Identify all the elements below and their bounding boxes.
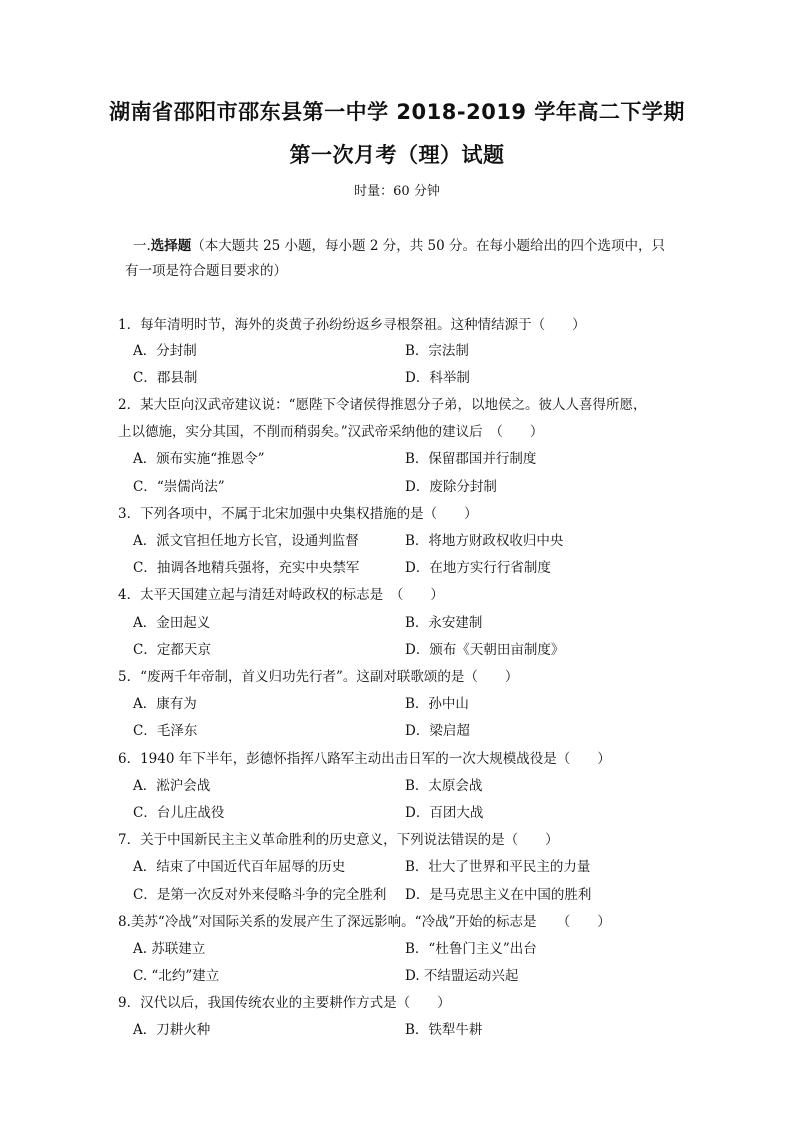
question-7-option-a: A．结束了中国近代百年屈辱的历史: [133, 859, 346, 875]
question-5-option-c: C．毛泽东: [133, 723, 198, 739]
exam-duration: 时量：60 分钟: [354, 184, 440, 199]
question-1-option-c: C．郡县制: [133, 370, 198, 386]
question-5-option-a: A．康有为: [133, 696, 197, 712]
question-2-stem-line-2: 上以德施，实分其国，不削而稍弱矣。”汉武帝采纳他的建议后 （ ）: [118, 424, 544, 440]
question-9-option-a: A．刀耕火种: [133, 1022, 211, 1038]
question-9-option-b: B．铁犁牛耕: [405, 1022, 483, 1038]
question-5-option-b: B．孙中山: [405, 696, 469, 712]
question-7-stem: 7．关于中国新民主主义革命胜利的历史意义，下列说法错误的是（ ）: [118, 832, 559, 848]
question-2-option-c: C．“崇儒尚法”: [133, 479, 225, 495]
question-1-option-a: A．分封制: [133, 343, 197, 359]
question-1-option-b: B．宗法制: [405, 343, 469, 359]
section-description-continued: 有一项是符合题目要求的）: [125, 263, 287, 279]
question-7-option-b: B．壮大了世界和平民主的力量: [405, 859, 591, 875]
question-6-option-d: D．百团大战: [405, 805, 484, 821]
question-6-option-c: C．台儿庄战役: [133, 805, 225, 821]
question-5-stem: 5．“废两千年帝制，首义归功先行者”。这副对联歌颂的是（ ）: [118, 669, 519, 685]
question-1-stem: 1．每年清明时节，海外的炎黄子孙纷纷返乡寻根祭祖。这种情结源于（ ）: [118, 317, 586, 333]
question-8-option-c: C. “北约”建立: [133, 968, 220, 984]
exam-title-line-2: 第一次月考（理）试题: [289, 143, 505, 167]
question-4-stem: 4．太平天国建立起与清廷对峙政权的标志是 （ ）: [118, 587, 444, 603]
question-5-option-d: D．梁启超: [405, 723, 470, 739]
question-4-option-a: A．金田起义: [133, 615, 211, 631]
question-7-option-d: D．是马克思主义在中国的胜利: [405, 887, 592, 903]
question-6-stem: 6．1940 年下半年，彭德怀指挥八路军主动出击日军的一次大规模战役是（ ）: [118, 751, 611, 767]
question-2-stem-line-1: 2．某大臣向汉武帝建议说：“愿陛下令诸侯得推恩分子弟，以地侯之。彼人人喜得所愿，: [118, 397, 647, 413]
question-3-stem: 3．下列各项中，不属于北宋加强中央集权措施的是（ ）: [118, 506, 478, 522]
question-3-option-d: D．在地方实行行省制度: [405, 560, 551, 576]
question-6-option-a: A．淞沪会战: [133, 778, 211, 794]
question-4-option-b: B．永安建制: [405, 615, 483, 631]
section-prefix: 一.: [133, 238, 151, 254]
question-3-option-a: A．派文官担任地方长官，设通判监督: [133, 533, 359, 549]
question-4-option-d: D．颁布《天朝田亩制度》: [405, 642, 565, 658]
question-8-option-b: B．“杜鲁门主义”出台: [405, 941, 537, 957]
question-8-option-a: A. 苏联建立: [133, 941, 206, 957]
question-3-option-c: C．抽调各地精兵强将，充实中央禁军: [133, 560, 360, 576]
question-7-option-c: C．是第一次反对外来侵略斗争的完全胜利: [133, 887, 387, 903]
question-6-option-b: B．太原会战: [405, 778, 483, 794]
question-8-stem: 8.美苏“冷战”对国际关系的发展产生了深远影响。“冷战”开始的标志是 （ ）: [118, 914, 611, 930]
question-2-option-a: A．颁布实施“推恩令”: [133, 451, 265, 467]
question-1-option-d: D．科举制: [405, 370, 470, 386]
exam-title-line-1: 湖南省邵阳市邵东县第一中学 2018-2019 学年高二下学期: [109, 100, 685, 124]
question-3-option-b: B．将地方财政权收归中央: [405, 533, 564, 549]
question-2-option-b: B．保留郡国并行制度: [405, 451, 537, 467]
section-description: （本大题共 25 小题，每小题 2 分，共 50 分。在每小题给出的四个选项中，只: [191, 238, 665, 254]
section-name: 选择题: [150, 238, 192, 254]
question-4-option-c: C．定都天京: [133, 642, 211, 658]
question-9-stem: 9．汉代以后，我国传统农业的主要耕作方式是（ ）: [118, 995, 451, 1011]
section-heading: [133, 237, 665, 255]
question-8-option-d: D. 不结盟运动兴起: [405, 968, 519, 984]
question-2-option-d: D．废除分封制: [405, 479, 497, 495]
